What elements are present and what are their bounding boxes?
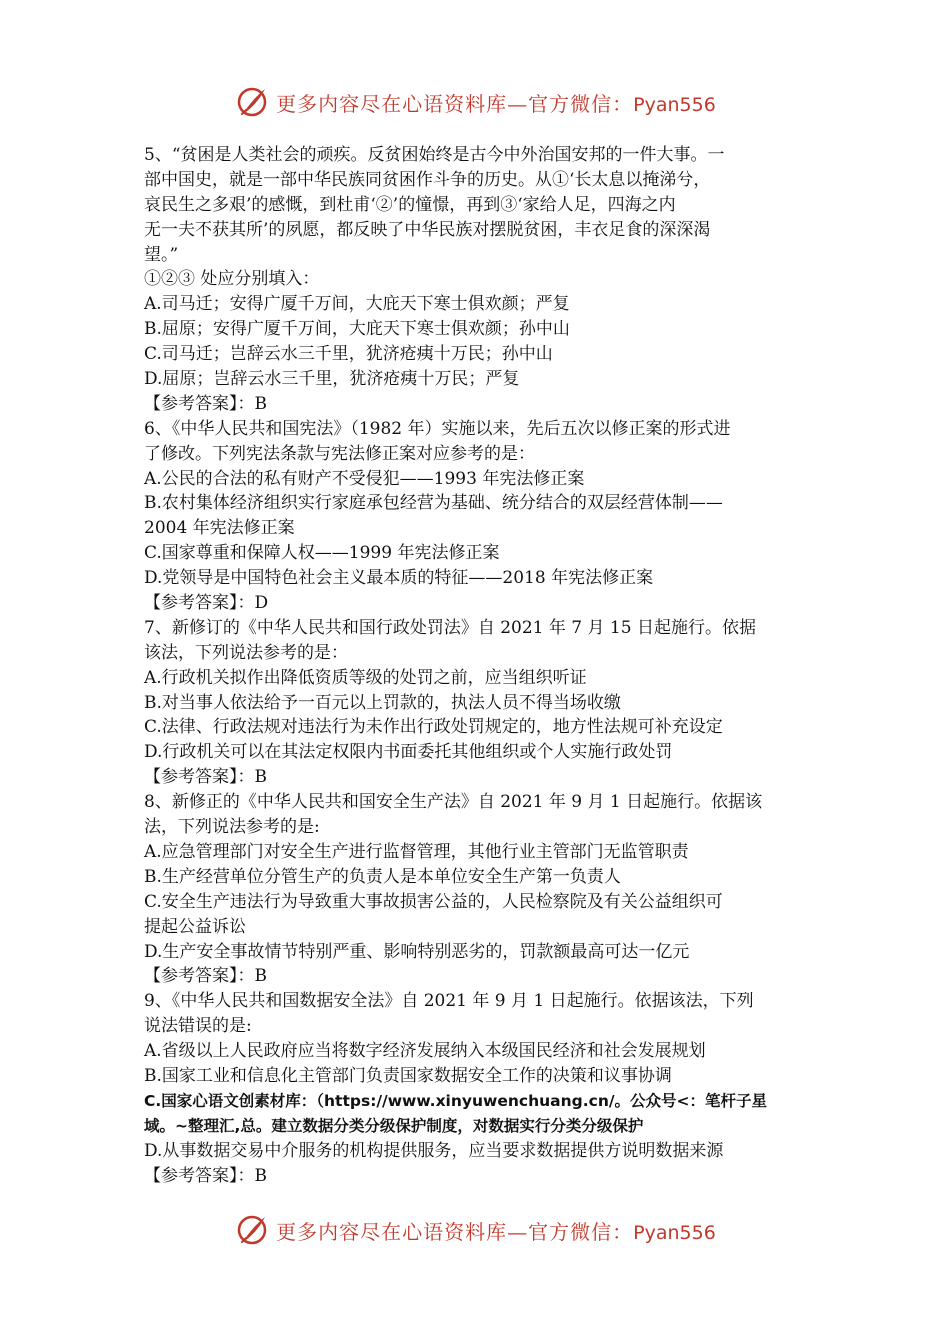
quill-pen-circle-icon bbox=[234, 1212, 270, 1248]
text-line: 【参考答案】：B bbox=[144, 966, 267, 987]
text-line: 部中国史，就是一部中华民族同贫困作斗争的历史。从①‘长太息以掩涕兮， bbox=[144, 169, 711, 190]
text-line: 法，下列说法参考的是: bbox=[144, 817, 320, 838]
text-line: 该法，下列说法参考的是： bbox=[144, 642, 348, 663]
footer-banner-handle: Pyan556 bbox=[633, 1221, 716, 1244]
text-line: 提起公益诉讼 bbox=[144, 916, 246, 937]
text-line: 域。~整理汇,总。建立数据分类分级保护制度，对数据实行分类分级保护 bbox=[144, 1116, 644, 1135]
header-banner-inner bbox=[234, 84, 716, 120]
text-line: C.国家心语文创素材库：（https://www.xinyuwenchuang.cn/。公众号<：笔杆子星 bbox=[144, 1091, 768, 1110]
text-line: 说法错误的是: bbox=[144, 1016, 252, 1037]
text-line: 了修改。下列宪法条款与宪法修正案对应参考的是： bbox=[144, 443, 535, 464]
text-line: 6、《中华人民共和国宪法》（1982 年）实施以来，先后五次以修正案的形式进 bbox=[144, 418, 731, 439]
text-line: 望。” bbox=[144, 244, 179, 265]
header-banner bbox=[0, 80, 950, 124]
text-line: A.公民的合法的私有财产不受侵犯——1993 年宪法修正案 bbox=[144, 468, 585, 489]
text-line: ①②③ 处应分别填入： bbox=[144, 269, 320, 290]
text-line: D.屈原；岂辞云水三千里，犹济疮痍十万民；严复 bbox=[144, 369, 520, 390]
text-line: C.司马迁；岂辞云水三千里，犹济疮痍十万民；孙中山 bbox=[144, 344, 553, 365]
header-banner-main: 更多内容尽在心语资料库—官方微信： bbox=[276, 91, 634, 116]
text-line: B.屈原；安得广厦千万间，大庇天下寒士俱欢颜；孙中山 bbox=[144, 319, 570, 340]
text-line: 2004 年宪法修正案 bbox=[144, 518, 295, 539]
text-line: D.行政机关可以在其法定权限内书面委托其他组织或个人实施行政处罚 bbox=[144, 742, 673, 763]
text-line: 【参考答案】：D bbox=[144, 593, 269, 614]
text-line: B.对当事人依法给予一百元以上罚款的，执法人员不得当场收缴 bbox=[144, 692, 621, 713]
footer-banner-inner bbox=[234, 1212, 716, 1248]
text-line: 无一夫不获其所’的夙愿，都反映了中华民族对摆脱贫困，丰衣足食的深深渴 bbox=[144, 219, 711, 240]
text-line: 哀民生之多艰’的感慨，到杜甫‘②’的憧憬，再到③‘家给人足，四海之内 bbox=[144, 194, 676, 215]
text-line: 【参考答案】：B bbox=[144, 1165, 267, 1186]
text-line: C.国家尊重和保障人权——1999 年宪法修正案 bbox=[144, 543, 500, 564]
text-line: A.应急管理部门对安全生产进行监督管理，其他行业主管部门无监管职责 bbox=[144, 841, 689, 862]
document-body bbox=[144, 143, 810, 1188]
text-line: B.农村集体经济组织实行家庭承包经营为基础、统分结合的双层经营体制—— bbox=[144, 493, 723, 514]
text-line: D.从事数据交易中介服务的机构提供服务，应当要求数据提供方说明数据来源 bbox=[144, 1140, 724, 1161]
text-line: A.司马迁；安得广厦千万间，大庇天下寒士俱欢颜；严复 bbox=[144, 294, 570, 315]
footer-banner-main: 更多内容尽在心语资料库—官方微信： bbox=[276, 1219, 634, 1244]
text-line: D.党领导是中国特色社会主义最本质的特征——2018 年宪法修正案 bbox=[144, 568, 654, 589]
text-line: 9、《中华人民共和国数据安全法》自 2021 年 9 月 1 日起施行。依据该法，下列 bbox=[144, 991, 754, 1012]
text-line: A.省级以上人民政府应当将数字经济发展纳入本级国民经济和社会发展规划 bbox=[144, 1041, 706, 1062]
header-banner-text bbox=[276, 88, 716, 117]
footer-banner-text bbox=[276, 1216, 716, 1245]
text-line: 【参考答案】：B bbox=[144, 393, 267, 414]
text-line: 【参考答案】：B bbox=[144, 767, 267, 788]
text-line: C.安全生产违法行为导致重大事故损害公益的，人民检察院及有关公益组织可 bbox=[144, 891, 723, 912]
footer-banner bbox=[0, 1208, 950, 1252]
text-line: B.生产经营单位分管生产的负责人是本单位安全生产第一负责人 bbox=[144, 866, 621, 887]
text-line: 7、新修订的《中华人民共和国行政处罚法》自 2021 年 7 月 15 日起施行。依据 bbox=[144, 617, 756, 638]
header-banner-handle: Pyan556 bbox=[633, 93, 716, 116]
text-line: 8、新修正的《中华人民共和国安全生产法》自 2021 年 9 月 1 日起施行。依据该 bbox=[144, 792, 763, 813]
text-line: B.国家工业和信息化主管部门负责国家数据安全工作的决策和议事协调 bbox=[144, 1065, 672, 1086]
quill-pen-circle-icon bbox=[234, 84, 270, 120]
text-line: A.行政机关拟作出降低资质等级的处罚之前，应当组织听证 bbox=[144, 667, 587, 688]
text-line: D.生产安全事故情节特别严重、影响特别恶劣的，罚款额最高可达一亿元 bbox=[144, 941, 690, 962]
text-line: 5、“贫困是人类社会的顽疾。反贫困始终是古今中外治国安邦的一件大事。一 bbox=[144, 145, 725, 165]
text-line: C.法律、行政法规对违法行为未作出行政处罚规定的，地方性法规可补充设定 bbox=[144, 717, 723, 738]
